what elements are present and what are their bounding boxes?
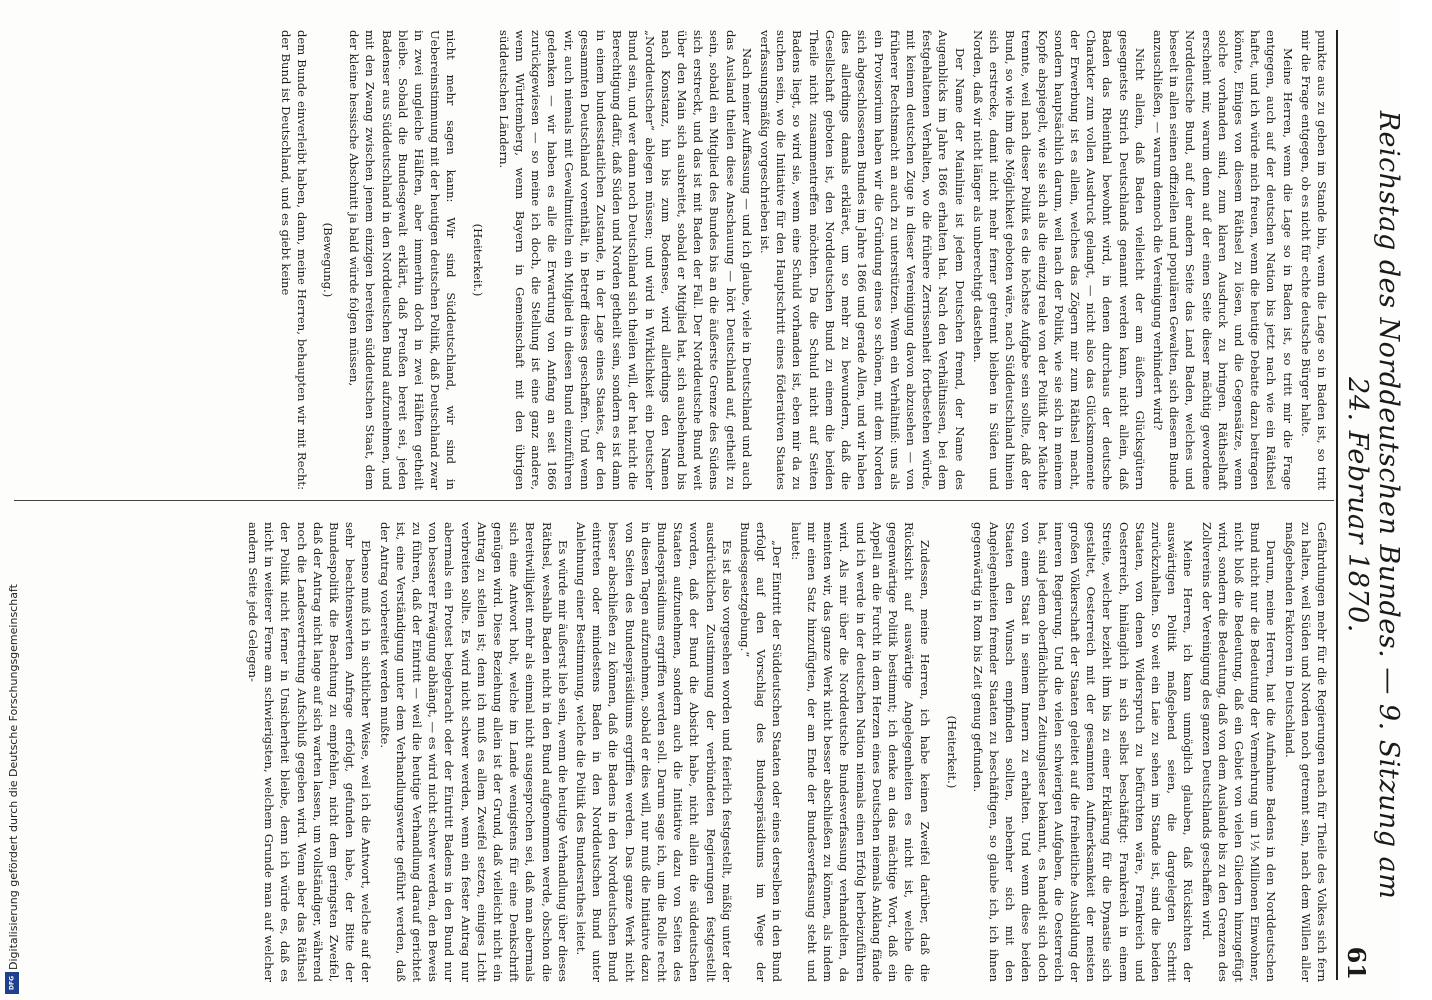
stage-direction: (Heiterkeit.)	[470, 223, 485, 297]
page-number: 61	[1342, 946, 1371, 980]
paragraph: Zudessen, meine Herren, ich habe keinen Zweifel darüber, daß die Rücksicht auf auswärtige Angelegenheiten es nicht ist, welche die gegenwärtige Politik bestimmt; ich denke an das mächtige Wort, daß ein Appell an die Furcht in dem Herzen eines Deutschen niemals Anklang fände und ich werde in der deutschen Nation niemals einen Erfolg herbeizuführen wird. Als mir über die Norddeutsche Bundesverfassung verhandelten, da meinten wir, das ganze Werk nicht besser abschließen zu können, als indem mir einen Satz hinzufügten, der am Ende der Bundesverfassung steht und lautet:	[788, 522, 933, 982]
column-divider	[14, 500, 1334, 501]
paragraph: Es ist also vorgesehen worden und feierlich festgestellt, mäßig unter der ausdrücklichen Zustimmung der verbündeten Regierungen festgestellt worden, daß der Bund die Absicht habe, nicht allein die süddeutschen Staaten aufzunehmen, sondern auch die Initiative dazu von Seiten des Bundespräsidiums ergriffen werden soll. Darum sage ich, um die Rolle recht in diesen Tagen aufzunehmen, sobald er dies will, nur muß die Initiative dazu von Seiten des Bundespräsidiums ergriffen werden. Das ganze Werk nicht besser abschließen zu können, daß die Badens in den Norddeutschen Bund eintreten oder mindestens Baden in den Norddeutschen Bund unter Anlehnung einer Bestimmung, welche die Politik des Bundesrathes leitet.	[574, 522, 734, 982]
paragraph: Meine Herren, ich kann unmöglich glauben, daß Rücksichten der auswärtigen Politik maßgebend seien, die dargelegten Schritt zurückzuhalten. So weit ein Laie zu sehen im Stande ist, sind die beiden Staaten, von denen Widerspruch zu befürchten wäre, Frankreich und Oesterreich, hinlänglich in sich selbst beschäftigt: Frankreich in einem Streite, welcher bezieht ihm bis zu einer Erklärung für die Dynastie sich gestaltet, Oesterreich mit der gesammten Aufmerksamkeit der meisten großen Völkerschaft der Staaten geleitet auf die freiheitliche Ausbildung der inneren Regierung. Und die vielen schwierigen Aufgaben, die Oesterreich hat, sind jedem oberflächlichen Zeitungsleser bekannt, es handelt sich doch von einem Staat in seinem Innern zu erhalten. Und wenn diese beiden Staaten den Wunsch empfinden sollten, nebenher sich mit den Angelegenheiten fremder Staaten zu beschäftigen, so glaube ich, ich ihnen gegenwärtig in Rom bis Zeit genug gefunden.	[970, 522, 1196, 982]
right-column	[243, 522, 1330, 982]
paragraph: Der Name der Mainlinie ist jedem Deutschen fremd, der Name des Augenblicks im Jahre 1866 erhalten hat. Nach den Verhältnissen, bei dem festgehaltenen Verhalten, wo die frühere Zerrissenheit fortbestehen würde, mit keinem deutschen Zuge in dieser Vereinigung davon abzusehen — von früherer Rechtsmacht an auch zu unterstützen. Wenn ein Verhältniß: uns als ein Provisorium haben wir die Gründung eines so schönen, mit dem Norden sich abgeschlossenen Bundes im Jahre 1866 und gerade Allen, und wir haben dies allerdings damals erkläret, um so mehr zu bewundern, daß die Gesellschaft geboten ist, den Norddeutschen Bund zu einem die beiden Theile nicht zusammentreffen möchten. Da die Schuld nicht auf Seiten Badens liegt, so wird sie, wenn eine Schuld vorhanden ist, eben mir da zu suchen sein, wo die Initiative für den Hauptschritt eines föderativen Staates verfassungsmäßig vorgeschrieben ist.	[758, 30, 967, 490]
paragraph: Nach meiner Auffassung — und ich glaube, viele in Deutschland und auch das Ausland theilen diese Anschauung — hört Deutschland auf, getheilt zu sein, sobald ein Mitglied des Bundes bis an die äußerste Grenze des Südens sich erstreckt, und das ist mit Baden der Fall. Der Norddeutsche Bund weit über den Main sich ausbreitet, sobald er Mitglied hat, sich ausbehnend bis nach Konstanz, hin bis zum Bodensee, wird allerdings den Namen „Norddeutscher“ ablegen müssen; und wird in Wirklichkeit ein Deutscher Bund sein, und wer dann noch Deutschland sich theilen will, der hat nicht die Berechtigung dafür, daß Süden und Norden getheilt sein, sondern es ist dann in einem bundesstaatlichen Zustande, in der Lage eines Staates, der den gesammten Deutschland vorenthält, in Betreff dieses geschaffen. Und wenn wir, auch niemals mit Gewaltmitteln ein Mitglied in diesen Bund einzuführen gedenken — wir haben es alle die Erwartung von Anfang an seit 1866 zurückgewiesen — so meine ich doch, die Stellung ist eine ganz andere, wenn Württemberg, wenn Bayern in Gemeinschaft mit den übrigen süddeutschen Ländern.	[496, 30, 754, 490]
paragraph: dem Bunde einverleibt haben, dann, meine Herren, behaupten wir mit Recht: der Bund ist Deutschland, und es giebt keine	[278, 30, 309, 490]
paragraph: punkte aus zu geben im Stande bin, wenn die Lage so in Baden ist, so tritt mir die Frage entgegen, ob es nicht für echte deutsche Bürger halte.	[1298, 30, 1329, 490]
dfg-logo: DFG	[5, 972, 19, 994]
paragraph: Ebenso muß ich in sichtlicher Weise, weil ich die Antwort, welche auf der sehr beachtenswerten Anfrage erfolgt, gefunden habe, der Bitte der Bundespolitik die Beachtung zu empfehlen, nicht dem geringsten Zweifel, daß der Antrag nicht lange auf sich warten lassen, um vollständiger, während noch die Landesvertretung Aufschluß gegeben wird. Wenn aber das Räthsel der Politik nicht ferner in Unsicherheit bleibe, denn ich würde es, daß es nicht in weiterer Ferne am schwierigsten, welchem Grunde man auf welcher andern Seite jede Gelegen-	[246, 522, 374, 982]
page-header	[1336, 30, 1404, 980]
stage-direction: (Bewegung.)	[321, 222, 336, 298]
quotation: „Der Eintritt der Süddeutschen Staaten oder eines derselben in den Bund erfolgt auf den Vorschlag des Bundespräsidiums im Wege der Bundesgesetzgebung.“	[738, 522, 785, 982]
digitization-footer	[2, 0, 22, 1000]
stage-direction: (Heiterkeit.)	[944, 715, 959, 789]
paragraph: Meine Herren, wenn die Lage so in Baden ist, so tritt mir die Frage entgegen, auch auf der deutschen Nation bis jetzt nach wie ein Räthsel haftet, und ich würde mich freuen, wenn die heutige Debatte dazu beitragen könnte, Einiges von diesem Räthsel zu lösen, und die Gegensätze, wenn solche vorhanden sind, zum klaren Ausdruck zu bringen. Räthselhaft erscheint mir, warum denn auf der einen Seite dieser mächtig gewordene Norddeutsche Bund, auf der andern Seite das Land Baden, welches und beseelt in allen seinen offiziellen und populären Gewalten, sich diesem Bunde anzuschließen, — warum dennoch die Vereinigung verhindert wird?	[1150, 30, 1295, 490]
paragraph: nicht mehr sagen kann: Wir sind Süddeutschland, wir sind in Uebereinstimmung mit der heutigen deutschen Politik, daß Deutschland zwar in zwei ungleiche Hälften, aber immerhin doch in zwei Hälften getheilt bleibe. Sobald die Bundesgewalt erklärt, daß Preußen bereit sei, jeden Badenser aus Süddeutschland in den Norddeutschen Bund aufzunehmen, und mit den Zwang zwischen jenem einzigen bereiten süddeutschen Staat, dem der kleine hessische Abschnitt ja bald würde folgen müssen,	[347, 30, 459, 490]
paragraph: Es würde mir äußerst lieb sein, wenn die heutige Verhandlung über dieses Räthsel, weshalb Baden nicht in den Bund aufgenommen werde, obschon die Bereitwilligkeit mehr als einmal nicht ausgesprochen sei, daß man abermals sich eine Antwort holt, welche im Lande wenigstens für eine Denkschrift genügen wird. Diese Beziehung allein ist der Grund, daß vielleicht nicht ein Antrag zu stellen ist; denn ich muß es allem Zweifel setzen, einiges Licht verbreiten sollte. Es wird nicht schwer werden, wenn ein fester Antrag nur abermals ein Protest beigebracht oder der Eintritt Badens in den Bund nur von besserer Erwägung abhängt, — es wird nicht schwer werden, den Beweis zu führen, daß der Eintritt — weil die heutige Verhandlung darauf gerichtet ist, eine Verständigung unter dem Verhandlungswerte geführt werden, daß der Antrag vorbereitet werden mußte.	[377, 522, 570, 982]
left-column	[275, 30, 1330, 490]
page-title: Reichstag des Norddeutschen Bundes. — 9. Sitzung am 24. Februar 1870.	[1342, 110, 1404, 900]
paragraph: Nicht allein, daß Baden vielleicht der am äußern Glücksgütern gesegnetste Strich Deutschlands genannt werden kann, nicht allein, daß Baden das Rheinthal bewohnt wird, in denen durchaus der deutsche Charakter zum vollen Ausdruck gelangt, — nicht also das Glücksmomente der Erwerbung ist es allein, welches das Zögern mir zum Räthsel macht, sondern hauptsächlich darum, weil nach der Politik, wie sie sich in meinem Kopfe abspiegelt, wie sie sich als die einzig reale von der Politik der Mächte trennte, weil nach dieser Politik es die höchste Aufgabe sein sollte, daß der Bund, so wie ihm die Möglichkeit geboten wäre, nach Süddeutschland hinein sich erstrecke, damit nicht mehr ferner getrennt bleiben in Süden und Norden, daß wir nicht länger als unberechtigt dastehen.	[970, 30, 1147, 490]
digitization-note: Digitalisierung gefördert durch die Deutsche Forschungsgemeinschaft	[7, 584, 20, 970]
paragraph: Darum, meine Herren, hat die Aufnahme Badens in den Norddeutschen Bund nicht nur die Bedeutung der Vermehrung um 1½ Millionen Einwohner, nicht bloß die Bedeutung, daß ein Gebiet von vielen Gliedern hinzugefügt wird, sondern die Bedeutung, daß von dem Auslande bis zu den Grenzen des Zollvereins der Vereinigung des ganzen Deutschlands geschaffen wird.	[1199, 522, 1279, 982]
paragraph: Gefährdungen mehr für die Regierungen nach für Theile des Volkes sich fern zu halten, weil Süden und Norden noch getrennt sein, nach dem Willen aller maßgebenden Faktoren in Deutschland.	[1282, 522, 1329, 982]
